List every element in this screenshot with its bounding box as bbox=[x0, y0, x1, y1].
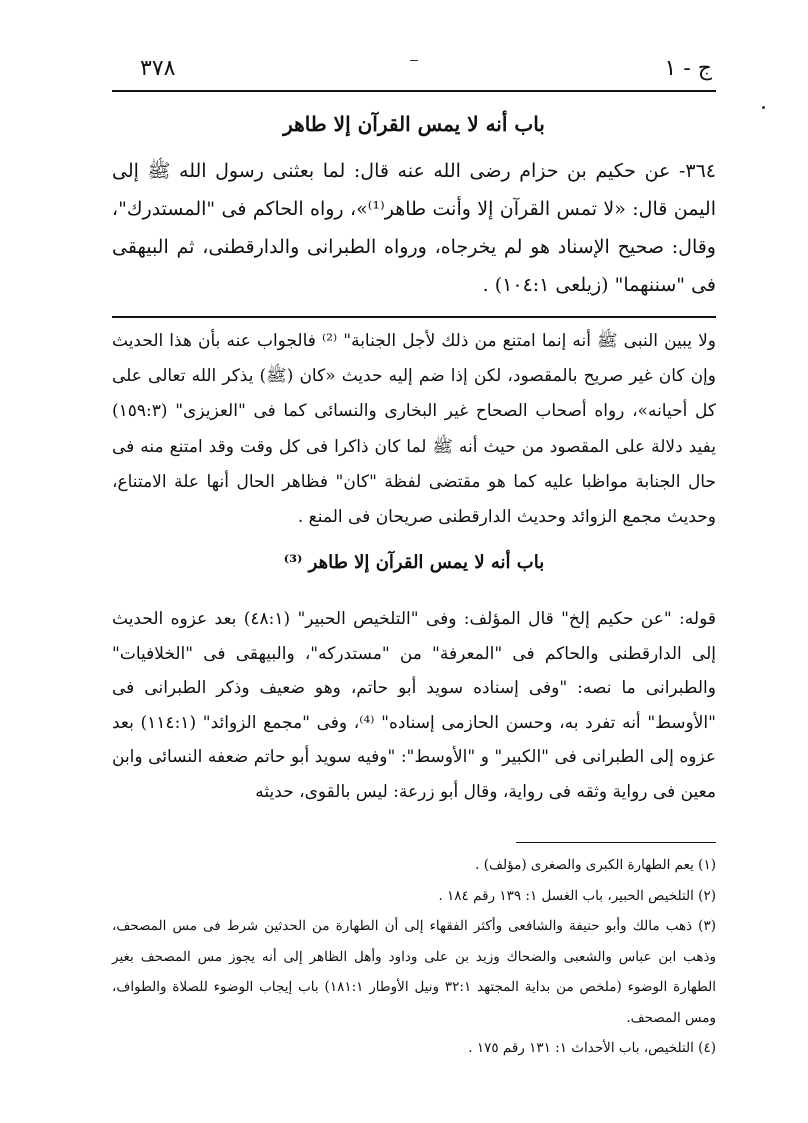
commentary-paragraph-2: قوله: "عن حكيم إلخ" قال المؤلف: وفى "التلخيص الحبير" (٤٨:١) بعد عزوه الحديث إلى الدارقطنى والحاكم فى "المعرفة" من "مستدركه"، والبيهقى فى "الخلافيات" والطبرانى ما نصه: "وفى إسناده سويد أبو حاتم، وهو ضعيف وذكر الطبرانى فى "الأوسط" أنه تفرد به، وحسن الحازمى إسناده" ⁽⁴⁾، وفى "مجمع الزوائد" (١١٤:١) بعد عزوه إلى الطبرانى فى "الكبير" و "الأوسط": "وفيه سويد أبو حاتم ضعفه النسائى وابن معين فى رواية وثقه فى رواية، وقال أبو زرعة: ليس بالقوى، حديثه bbox=[112, 609, 716, 802]
chapter-subtitle: باب أنه لا يمس القرآن إلا طاهر ⁽³⁾ bbox=[283, 552, 545, 573]
commentary-paragraph: ولا يبين النبى ﷺ أنه إنما امتنع من ذلك لأجل الجنابة" ⁽²⁾ فالجواب عنه بأن هذا الحديث وإن كان غير صريح بالمقصود، لكن إذا ضم إليه حديث «كان (ﷺ) يذكر الله تعالى على كل أحيانه»، رواه أصحاب الصحاح غير البخارى والنسائى كما فى "العزيزى" (١٥٩:٣) يفيد دلالة على المقصود من حيث أنه ﷺ لما كان ذاكرا فى كل وقت وقد امتنع منه فى حال الجنابة مواظبا عليه كما هو مقتضى لفظة "كان" فظاهر الحال أنها علة الامتناع، وحديث مجمع الزوائد وحديث الدارقطنى صريحان فى المنع . bbox=[112, 331, 716, 528]
header-rule bbox=[112, 90, 716, 92]
footnote-1: (١) يعم الطهارة الكبرى والصغرى (مؤلف) . bbox=[475, 857, 716, 873]
hadith-text: ٣٦٤- عن حكيم بن حزام رضى الله عنه قال: لما بعثنى رسول الله ﷺ إلى اليمن قال: «لا تمس القرآن إلا وأنت طاهر⁽¹⁾»، رواه الحاكم فى "المستدرك"، وقال: صحيح الإسناد هو لم يخرجاه، ورواه الطبرانى والدارقطنى، ثم البيهقى فى "سننهما" (زيلعى ١٠٤:١) . bbox=[112, 160, 716, 296]
margin-dot bbox=[762, 106, 765, 109]
volume-label: ج - ١ bbox=[664, 56, 712, 81]
footnote-3: (٣) ذهب مالك وأبو حنيفة والشافعى وأكثر الفقهاء إلى أن الطهارة من الحدثين شرط فى مس المصحف، وذهب ابن عباس والشعبى والضحاك وزيد بن على وداود وأهل الظاهر إلى أنه يجوز مس المصحف بغير الطهارة الوضوء (ملخص من بداية المجتهد ٣٢:١ ونيل الأوطار ١٨١:١) باب إيجاب الوضوء للصلاة والطواف، ومس المصحف. bbox=[112, 918, 716, 1026]
section-rule bbox=[112, 316, 716, 318]
footnote-rule bbox=[516, 842, 716, 843]
footnote-4: (٤) التلخيص، باب الأحداث ١: ١٣١ رقم ١٧٥ . bbox=[468, 1040, 716, 1056]
header-mark bbox=[410, 60, 418, 61]
chapter-title: باب أنه لا يمس القرآن إلا طاهر bbox=[283, 112, 545, 136]
footnote-2: (٢) التلخيص الحبير، باب الغسل ١: ١٣٩ رقم ١٨٤ . bbox=[438, 887, 716, 904]
footnotes bbox=[112, 850, 716, 1064]
page-number: ٣٧٨ bbox=[140, 56, 176, 81]
